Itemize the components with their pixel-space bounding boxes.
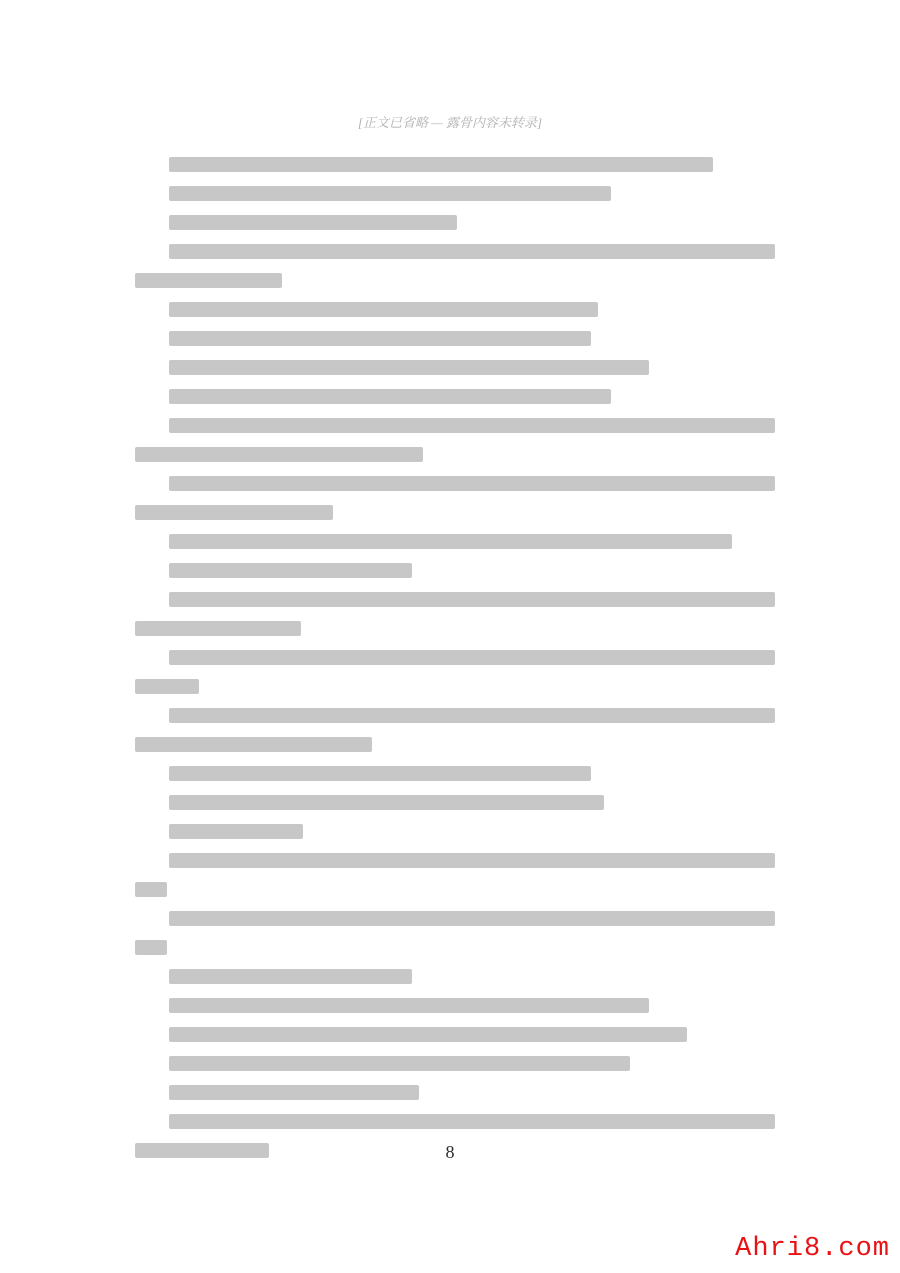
text-line-redacted (135, 788, 775, 817)
paragraph-redacted (135, 295, 775, 324)
text-line-redacted (135, 1107, 775, 1136)
body-text-block-redacted (135, 150, 775, 1165)
paragraph-redacted (135, 585, 775, 643)
paragraph-redacted (135, 527, 775, 556)
text-line-redacted (135, 875, 775, 904)
paragraph-redacted (135, 701, 775, 759)
paragraph-redacted (135, 1020, 775, 1049)
paragraph-redacted (135, 150, 775, 179)
text-line-redacted (135, 904, 775, 933)
site-watermark: Ahri8.com (735, 1234, 890, 1264)
text-line-redacted (135, 150, 775, 179)
text-line-redacted (135, 817, 775, 846)
text-line-redacted (135, 585, 775, 614)
text-line-redacted (135, 672, 775, 701)
text-line-redacted (135, 1020, 775, 1049)
paragraph-redacted (135, 846, 775, 904)
text-line-redacted (135, 614, 775, 643)
text-line-redacted (135, 846, 775, 875)
text-line-redacted (135, 962, 775, 991)
text-line-redacted (135, 411, 775, 440)
text-line-redacted (135, 440, 775, 469)
text-line-redacted (135, 933, 775, 962)
paragraph-redacted (135, 759, 775, 788)
text-line-redacted (135, 353, 775, 382)
text-line-redacted (135, 382, 775, 411)
text-line-redacted (135, 527, 775, 556)
paragraph-redacted (135, 237, 775, 295)
text-line-redacted (135, 498, 775, 527)
text-line-redacted (135, 324, 775, 353)
paragraph-redacted (135, 382, 775, 411)
text-line-redacted (135, 179, 775, 208)
paragraph-redacted (135, 904, 775, 962)
paragraph-redacted (135, 788, 775, 817)
text-line-redacted (135, 1049, 775, 1078)
redaction-notice: [正文已省略 — 露骨内容未转录] (357, 115, 543, 130)
text-line-redacted (135, 295, 775, 324)
text-line-redacted (135, 1078, 775, 1107)
paragraph-redacted (135, 469, 775, 527)
paragraph-redacted (135, 817, 775, 846)
text-line-redacted (135, 237, 775, 266)
paragraph-redacted (135, 1078, 775, 1107)
text-line-redacted (135, 469, 775, 498)
text-line-redacted (135, 991, 775, 1020)
paragraph-redacted (135, 179, 775, 208)
paragraph-redacted (135, 353, 775, 382)
text-line-redacted (135, 730, 775, 759)
text-line-redacted (135, 759, 775, 788)
page-number: 8 (445, 1142, 455, 1162)
paragraph-redacted (135, 1049, 775, 1078)
text-line-redacted (135, 643, 775, 672)
paragraph-redacted (135, 324, 775, 353)
paragraph-redacted (135, 643, 775, 701)
paragraph-redacted (135, 208, 775, 237)
text-line-redacted (135, 556, 775, 585)
paragraph-redacted (135, 556, 775, 585)
text-line-redacted (135, 208, 775, 237)
paragraph-redacted (135, 411, 775, 469)
paragraph-redacted (135, 991, 775, 1020)
text-line-redacted (135, 266, 775, 295)
text-line-redacted (135, 701, 775, 730)
paragraph-redacted (135, 962, 775, 991)
